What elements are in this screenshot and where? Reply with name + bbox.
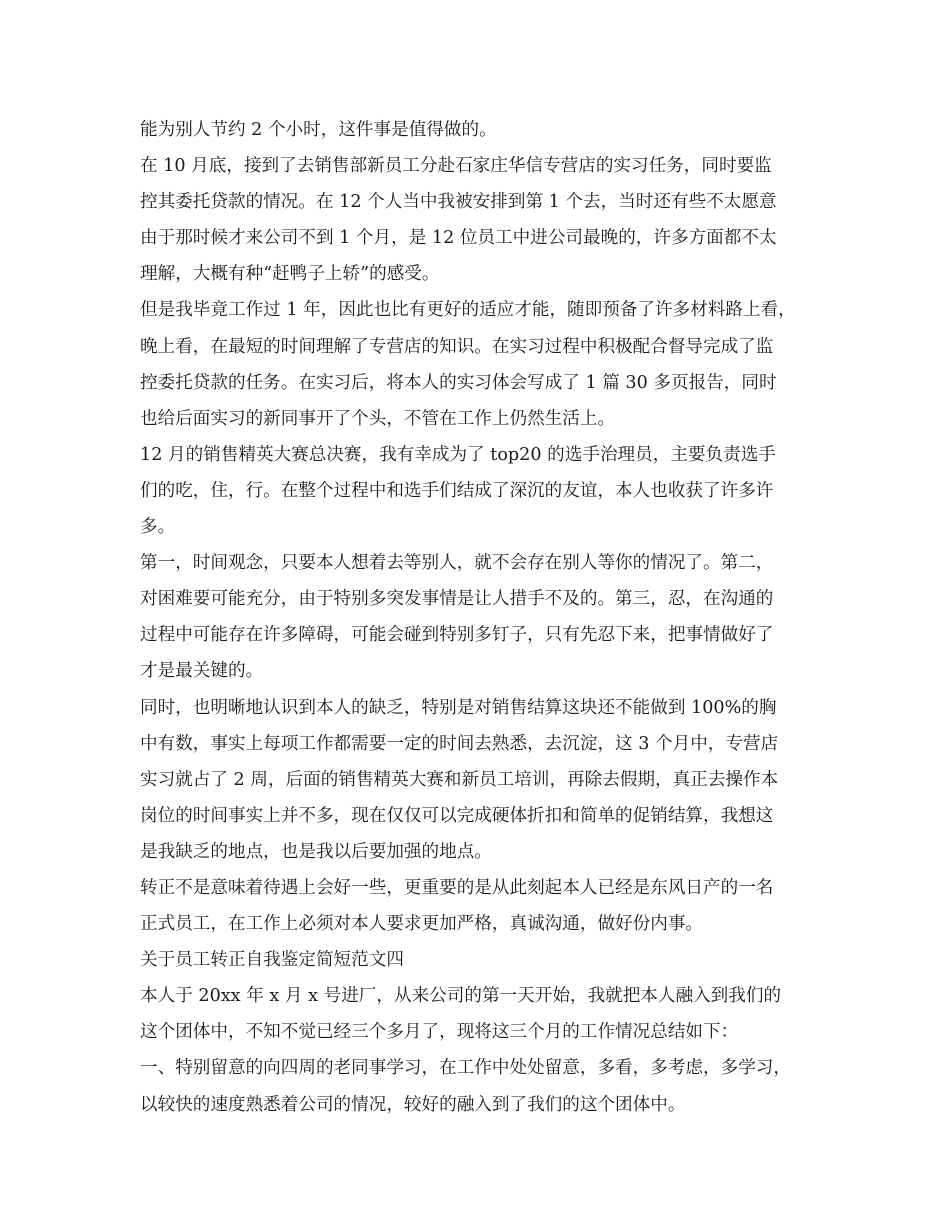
text-line: 转正不是意味着待遇上会好一些，更重要的是从此刻起本人已经是东风日产的一名 [140,877,774,898]
text-line: 第一，时间观念，只要本人想着去等别人，就不会存在别人等你的情况了。第二， [140,553,774,574]
text-line: 们的吃，住，行。在整个过程中和选手们结成了深沉的友谊，本人也收获了许多许 [140,480,774,501]
text-line: 也给后面实习的新同事开了个头，不管在工作上仍然生活上。 [140,408,616,429]
text-line: 晚上看，在最短的时间理解了专营店的知识。在实习过程中积极配合督导完成了监 [140,336,774,357]
text-line: 在 10 月底，接到了去销售部新员工分赴石家庄华信专营店的实习任务，同时要监 [140,156,772,177]
text-line: 实习就占了 2 周，后面的销售精英大赛和新员工培训，再除去假期，真正去操作本 [140,769,779,790]
text-line: 对困难要可能充分，由于特别多突发事情是让人措手不及的。第三，忍，在沟通的 [140,589,774,610]
text-line: 正式员工，在工作上必须对本人要求更加严格，真诚沟通，做好份内事。 [140,914,704,935]
text-line: 一、特别留意的向四周的老同事学习，在工作中处处留意，多看，多考虑，多学习， [140,1058,791,1079]
text-line: 中有数，事实上每项工作都需要一定的时间去熟悉，去沉淀，这 3 个月中，专营店 [140,733,779,754]
text-line: 多。 [140,517,176,538]
text-line: 同时，也明晰地认识到本人的缺乏，特别是对销售结算这块还不能做到 100%的胸 [140,697,777,718]
text-line: 12 月的销售精英大赛总决赛，我有幸成为了 top20 的选手治理员，主要负责选手 [140,444,776,465]
document-body [140,112,820,1123]
text-line: 但是我毕竟工作过 1 年，因此也比有更好的适应才能，随即预备了许多材料路上看， [140,300,796,321]
text-line: 这个团体中，不知不觉已经三个多月了，现将这三个月的工作情况总结如下： [140,1022,739,1043]
text-line: 是我缺乏的地点，也是我以后要加强的地点。 [140,841,492,862]
text-line: 本人于 20xx 年 x 月 x 号进厂，从来公司的第一天开始，我就把本人融入到我们的 [140,986,782,1007]
section-heading: 关于员工转正自我鉴定简短范文四 [140,950,404,971]
text-line: 能为别人节约 2 个小时，这件事是值得做的。 [140,120,497,140]
text-line: 由于那时候才来公司不到 1 个月，是 12 位员工中进公司最晚的，许多方面都不太 [140,228,777,249]
text-line: 才是最关键的。 [140,661,264,682]
text-line: 岗位的时间事实上并不多，现在仅仅可以完成硬体折扣和简单的促销结算，我想这 [140,805,774,826]
text-line: 控委托贷款的任务。在实习后，将本人的实习体会写成了 1 篇 30 多页报告，同时 [140,372,777,393]
text-line: 过程中可能存在许多障碍，可能会碰到特别多钉子，只有先忍下来，把事情做好了 [140,625,774,646]
text-line: 控其委托贷款的情况。在 12 个人当中我被安排到第 1 个去，当时还有些不太愿意 [140,192,777,213]
text-line: 理解，大概有种“赶鸭子上轿”的感受。 [140,264,440,285]
text-line: 以较快的速度熟悉着公司的情况，较好的融入到了我们的这个团体中。 [140,1094,686,1115]
